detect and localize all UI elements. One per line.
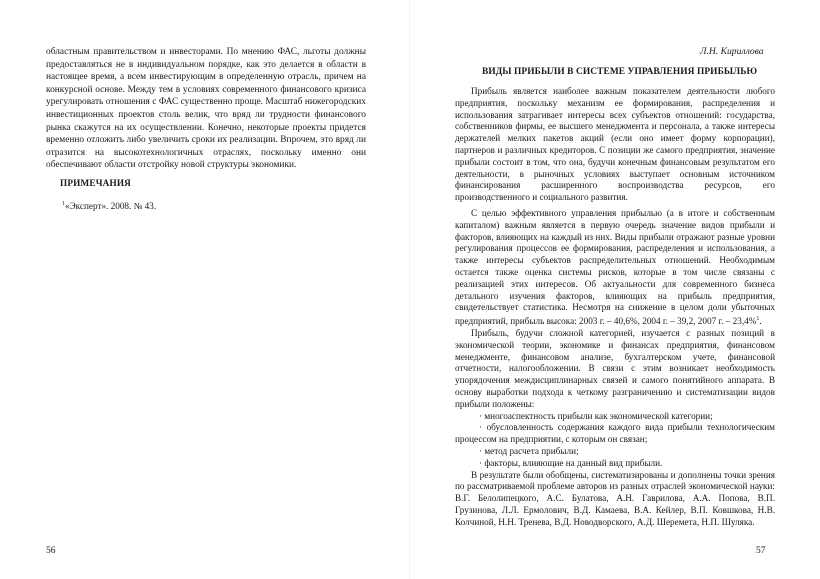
paragraph-2-end: . bbox=[759, 316, 762, 327]
paragraph-1: Прибыль является наиболее важным показателем деятельности любого предприятия, поскольку механизм ее формирования, распределения и использования затрагивает интересы всех субъектов отношений: государства, собственников фирмы, ее высшего менеджмента и персонала, а также интересы держателей мелких пакетов акций (если оно имеет форму корпорации), партнеров и различных кредиторов. С позиции же самого предприятия, значение прибыли состоит в том, что она, будучи конечным финансовым результатом его деятельности, в рыночных условиях выступает основным источником финансирования расширенного воспроизводства ресурсов, его производственного и социального развития. bbox=[455, 86, 775, 203]
list-item: · обусловленность содержания каждого вида прибыли технологическим процессом на предприятии, с которым он связан; bbox=[455, 422, 775, 445]
paragraph-2-footnote-mark: 1 bbox=[756, 316, 760, 323]
list-item: · факторы, влияющие на данный вид прибыли. bbox=[479, 457, 663, 468]
page-number-left: 56 bbox=[46, 546, 56, 556]
list-item: · метод расчета прибыли; bbox=[479, 445, 579, 456]
paragraph-2 bbox=[455, 208, 775, 328]
paragraph-2-text: С целью эффективного управления прибылью (а в итоге и собственным капиталом) важным является в первую очередь значение видов прибыли и факторов, влияющих на каждый из них. Виды прибыли отражают разные уровни регулирования процессов ее формирования, распределения и использования, а также интересы субъектов распределительных отношений. Необходимым остается также оценка системы рисков, которые в том числе связаны с реализацией этих интересов. Об актуальности для современного бизнеса детального изучения факторов, влияющих на прибыль предприятия, свидетельствует статистика. Несмотря на снижение в целом доли убыточных предприятий, прибыль высока: 2003 г. – 40,6%, 2004 г. – 39,2, 2007 г. – 23,4% bbox=[455, 207, 775, 327]
left-page-body bbox=[46, 46, 366, 172]
paragraph-4: В результате были обобщены, систематизированы и дополнены точки зрения по рассматриваемой проблеме авторов из разных отраслей экономической науки: В.Г. Белолипецкого, А.С. Булатова, А.Н. Гаврилова, А.А. Попова, В.П. Грузинова, Л.Л. Ермолович, В.Д. Камаева, В.А. Кейлер, В.П. Ковшкова, Н.В. Колчиной, Н.Н. Тренева, В.Д. Новодворского, А.Д. Шеремета, Н.П. Шуляка. bbox=[455, 469, 775, 527]
author-header: Л.Н. Кириллова bbox=[700, 46, 764, 57]
footnote-mark: 1 bbox=[62, 201, 65, 207]
list-item: · многоаспектность прибыли как экономической категории; bbox=[479, 410, 713, 421]
notes-heading: ПРИМЕЧАНИЯ bbox=[60, 178, 132, 188]
paragraph-3: Прибыль, будучи сложной категорией, изучается с разных позиций в экономической теории, экономике и финансах предприятия, финансовом менеджменте, финансовом анализе, бухгалтерском учете, финансовой отчетности, налогообложении. В связи с этим возникает необходимость упорядочения междисциплинарных связей и самого понятийного аппарата. В основу выработки подхода к четкому разграничению и систематизации видов прибыли положены: bbox=[455, 328, 775, 409]
left-body-paragraph: областным правительством и инвесторами. По мнению ФАС, льготы должны предоставляться не в индивидуальном порядке, как это делается в области в настоящее время, а всем инвестирующим в определенную отрасль, причем на конкурсной основе. Между тем в условиях современного финансового кризиса урегулировать отношения с ФАС существенно проще. Масштаб нижегородских инвестиционных проектов столь велик, что вряд ли трудности финансового рынка скажутся на их осуществлении. Конечно, некоторые проекты придется временно отложить либо увеличить сроки их реализации. Впрочем, это вряд ли отразится на высокотехнологичных отраслях, поскольку именно они обеспечивают области отстройку новой структуры экономики. bbox=[46, 47, 366, 171]
footnote bbox=[62, 198, 156, 212]
page-number-right: 57 bbox=[756, 546, 766, 556]
footnote-text: «Эксперт». 2008. № 43. bbox=[65, 201, 157, 212]
article-title: ВИДЫ ПРИБЫЛИ В СИСТЕМЕ УПРАВЛЕНИЯ ПРИБЫЛЬЮ bbox=[482, 67, 758, 77]
right-page bbox=[410, 0, 820, 579]
right-page-body bbox=[455, 86, 775, 529]
